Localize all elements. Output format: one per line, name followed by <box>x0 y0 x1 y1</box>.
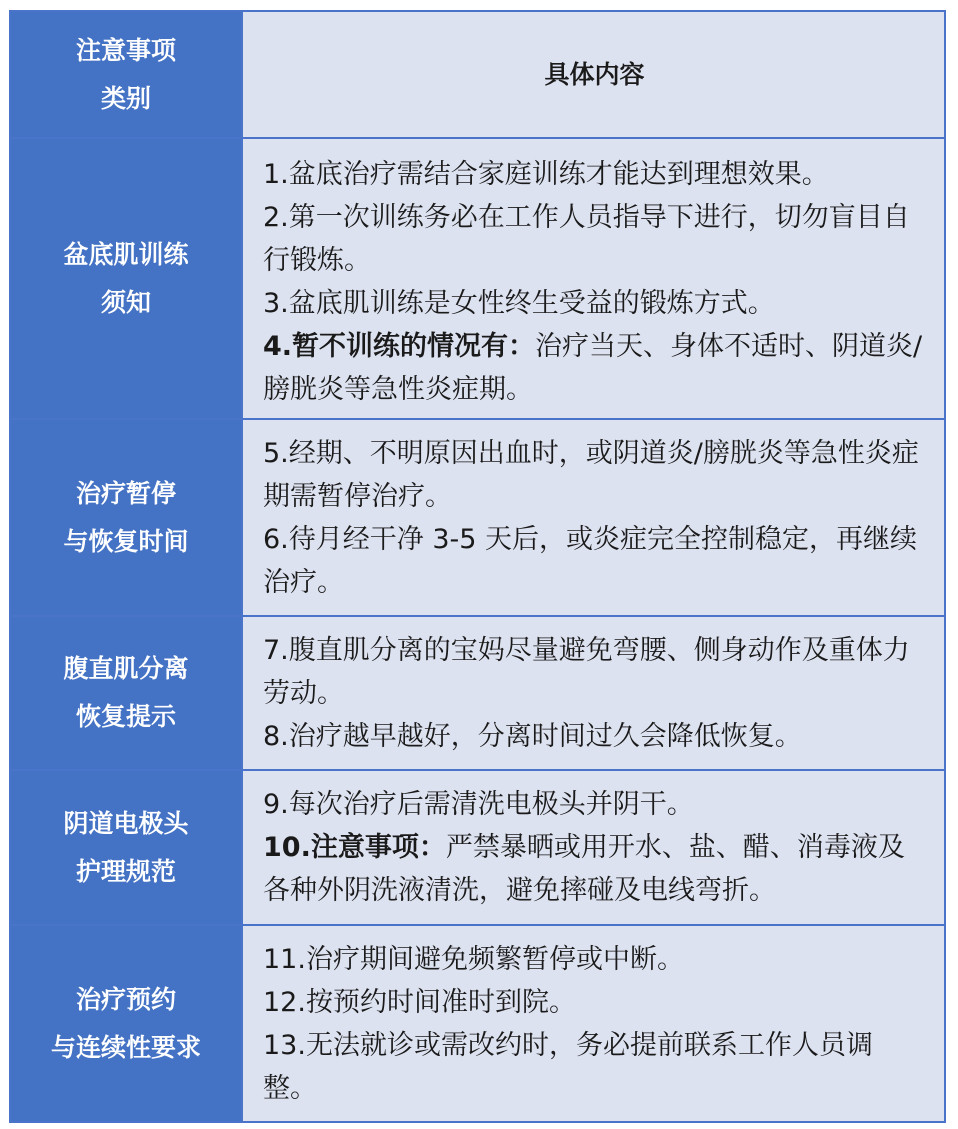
table-row <box>11 419 944 616</box>
category-line2: 恢复提示 <box>75 702 176 731</box>
table-row <box>11 925 944 1121</box>
category-line1: 腹直肌分离 <box>63 654 189 683</box>
content-cell <box>242 770 944 925</box>
category-header-line1: 注意事项 <box>75 35 176 65</box>
category-line2: 与恢复时间 <box>63 526 189 556</box>
list-item: 7.腹直肌分离的宝妈尽量避免弯腰、侧身动作及重体力劳动。 <box>263 634 910 709</box>
content-header-title: 具体内容 <box>544 60 645 89</box>
list-item: 11.治疗期间避免频繁暂停或中断。 <box>263 943 684 975</box>
content-cell <box>242 616 944 770</box>
category-line2: 须知 <box>100 287 151 317</box>
content-cell <box>242 138 944 419</box>
list-item: 9.每次治疗后需清洗电极头并阴干。 <box>263 789 694 820</box>
category-cell <box>11 770 242 925</box>
list-item: 2.第一次训练务必在工作人员指导下进行，切勿盲目自行锻炼。 <box>263 201 910 276</box>
category-line2: 与连续性要求 <box>50 1032 201 1062</box>
category-header-line2: 类别 <box>100 83 151 113</box>
list-item: 5.经期、不明原因出血时，或阴道炎/膀胱炎等急性炎症期需暂停治疗。 <box>263 437 919 512</box>
list-item: 1.盆底治疗需结合家庭训练才能达到理想效果。 <box>263 158 829 190</box>
list-item: 13.无法就诊或需改约时，务必提前联系工作人员调整。 <box>263 1029 873 1104</box>
content-header-cell <box>242 12 944 138</box>
category-line1: 阴道电极头 <box>63 808 189 838</box>
category-line1: 盆底肌训练 <box>63 239 189 269</box>
category-cell <box>11 616 242 770</box>
precautions-table-container <box>9 10 946 1123</box>
category-header-cell <box>11 12 242 138</box>
list-item: 6.待月经干净 3-5 天后，或炎症完全控制稳定，再继续治疗。 <box>263 523 918 598</box>
table-header-row <box>11 12 944 138</box>
table-row <box>11 616 944 770</box>
table-row <box>11 138 944 419</box>
precautions-table <box>11 12 944 1121</box>
list-item: 3.盆底肌训练是女性终生受益的锻炼方式。 <box>263 287 775 319</box>
category-cell <box>11 138 242 419</box>
category-line1: 治疗预约 <box>75 984 176 1014</box>
list-item: 8.治疗越早越好，分离时间过久会降低恢复。 <box>263 720 802 752</box>
category-line2: 护理规范 <box>75 856 176 886</box>
table-row <box>11 770 944 925</box>
content-cell <box>242 419 944 616</box>
category-cell <box>11 419 242 616</box>
category-cell <box>11 925 242 1121</box>
list-item: 12.按预约时间准时到院。 <box>263 986 576 1018</box>
list-item: 4.暂不训练的情况有：治疗当天、身体不适时、阴道炎/膀胱炎等急性炎症期。 <box>263 330 923 405</box>
category-line1: 治疗暂停 <box>75 478 176 508</box>
content-cell <box>242 925 944 1121</box>
list-item: 10.注意事项：严禁暴晒或用开水、盐、醋、消毒液及各种外阴洗液清洗，避免摔碰及电线弯折。 <box>263 832 905 906</box>
